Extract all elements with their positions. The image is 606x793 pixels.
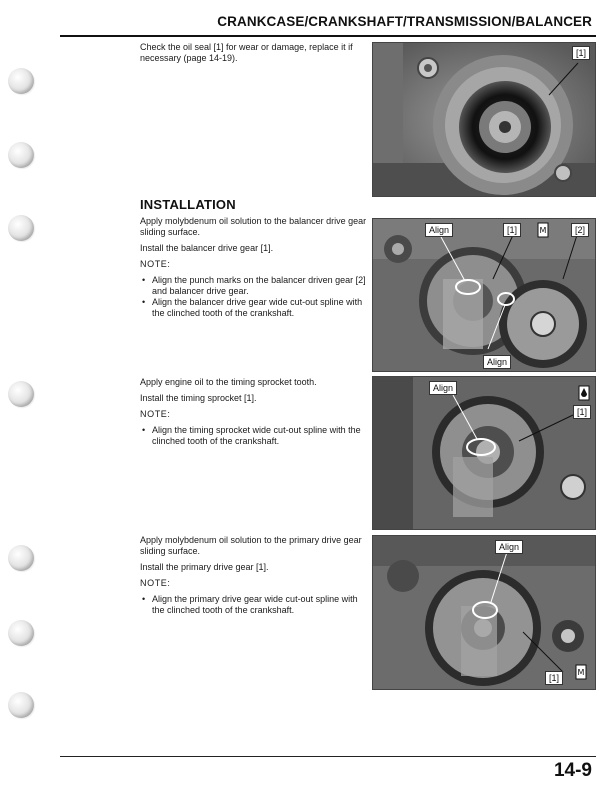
oil-seal-text-block xyxy=(140,42,368,69)
oil-seal-photo xyxy=(372,42,596,197)
callout-label: [1] xyxy=(572,46,590,60)
installation-heading: INSTALLATION xyxy=(140,197,236,212)
note-item: • Align the timing sprocket wide cut-out spline with the clinched tooth of the crankshaft. xyxy=(140,425,368,447)
balancer-text-block xyxy=(140,216,368,319)
note-list xyxy=(140,275,368,319)
align-callout: Align xyxy=(483,355,511,369)
align-callout: Align xyxy=(425,223,453,237)
footer-rule xyxy=(60,756,596,757)
callout-label: [1] xyxy=(545,671,563,685)
lubricant-symbol-icon xyxy=(575,664,587,680)
note-item: • Align the primary drive gear wide cut-out spline with the clinched tooth of the crankshaft. xyxy=(140,594,368,616)
lubricant-symbol-icon xyxy=(537,222,549,238)
page-header-title: CRANKCASE/CRANKSHAFT/TRANSMISSION/BALANCER xyxy=(217,14,592,29)
note-list xyxy=(140,425,368,447)
oil-symbol-icon xyxy=(578,385,590,401)
timing-sprocket-photo xyxy=(372,376,596,530)
note-item: • Align the balancer drive gear wide cut-out spline with the clinched tooth of the crankshaft. xyxy=(140,297,368,319)
primary-step-1: Apply molybdenum oil solution to the primary drive gear sliding surface. xyxy=(140,535,362,556)
primary-step-2: Install the primary drive gear [1]. xyxy=(140,562,269,572)
punch-hole xyxy=(8,381,34,407)
timing-text-block xyxy=(140,377,368,447)
page-number: 14-9 xyxy=(553,760,592,781)
punch-hole xyxy=(8,142,34,168)
note-list xyxy=(140,594,368,616)
header-rule xyxy=(60,35,596,37)
oil-seal-instruction: Check the oil seal [1] for wear or damage, replace it if necessary (page 14-19). xyxy=(140,42,353,63)
primary-text-block xyxy=(140,535,368,616)
punch-hole xyxy=(8,692,34,718)
callout-label: [2] xyxy=(571,223,589,237)
balancer-step-1: Apply molybdenum oil solution to the balancer drive gear sliding surface. xyxy=(140,216,367,237)
svg-text:M: M xyxy=(539,226,547,235)
note-label: NOTE: xyxy=(140,578,171,588)
align-callout: Align xyxy=(495,540,523,554)
timing-step-1: Apply engine oil to the timing sprocket tooth. xyxy=(140,377,317,387)
punch-hole xyxy=(8,545,34,571)
balancer-gear-photo xyxy=(372,218,596,372)
note-label: NOTE: xyxy=(140,259,171,269)
punch-hole xyxy=(8,620,34,646)
primary-gear-photo xyxy=(372,535,596,690)
align-callout: Align xyxy=(429,381,457,395)
note-label: NOTE: xyxy=(140,409,171,419)
note-item: • Align the punch marks on the balancer driven gear [2] and balancer drive gear. xyxy=(140,275,368,297)
balancer-step-2: Install the balancer drive gear [1]. xyxy=(140,243,274,253)
svg-text:M: M xyxy=(577,668,585,677)
punch-hole xyxy=(8,215,34,241)
callout-label: [1] xyxy=(573,405,591,419)
punch-hole xyxy=(8,68,34,94)
timing-step-2: Install the timing sprocket [1]. xyxy=(140,393,257,403)
callout-label: [1] xyxy=(503,223,521,237)
